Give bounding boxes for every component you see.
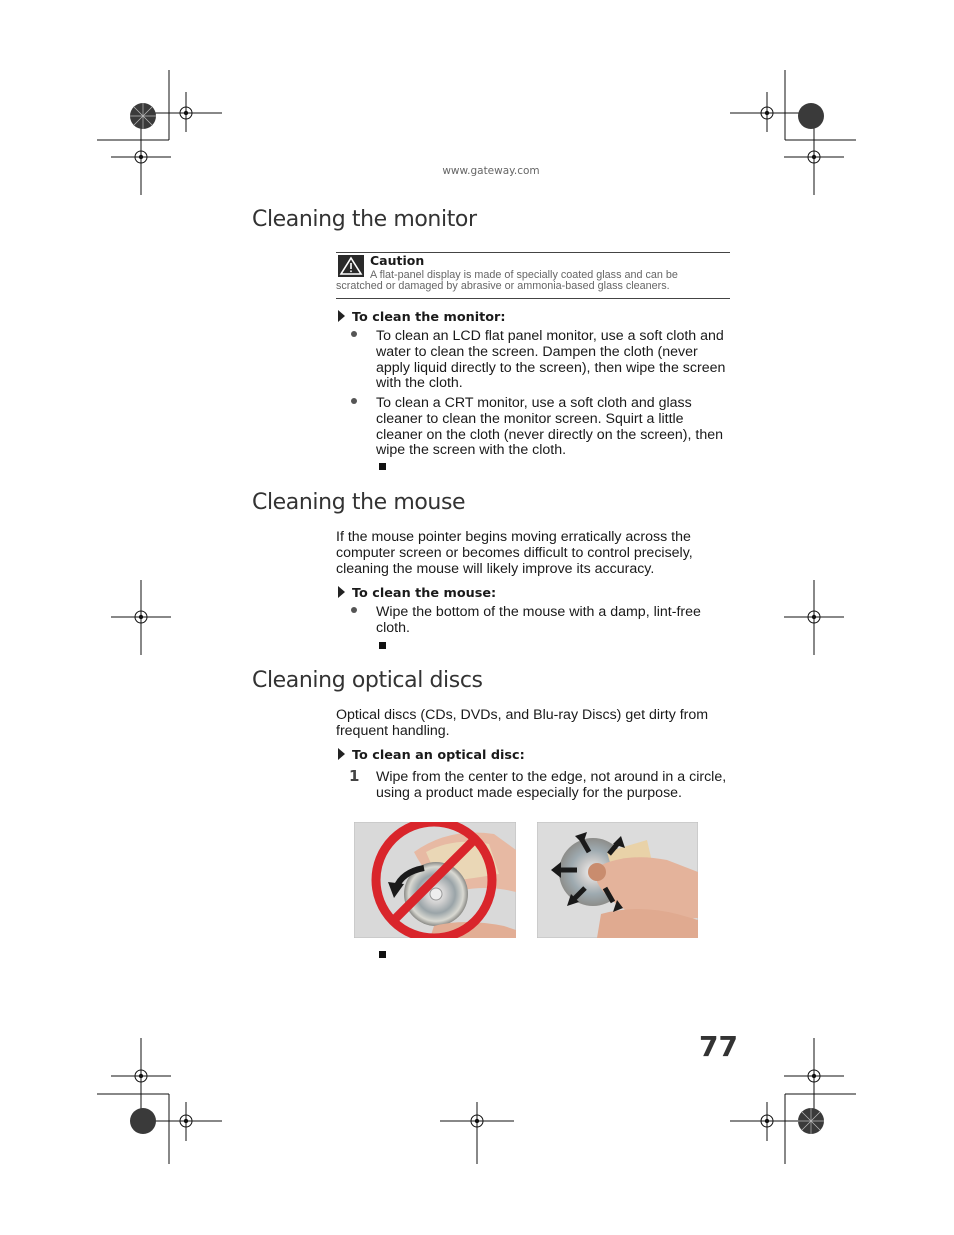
text-line: cleaner to clean the monitor screen. Squirt a little (376, 410, 684, 427)
text-line: frequent handling. (336, 722, 450, 739)
text-line: Optical discs (CDs, DVDs, and Blu-ray Discs) get dirty from (336, 707, 709, 723)
text-line: cleaning the mouse will likely improve its accuracy. (336, 560, 655, 577)
wrong-circular-wipe-image (354, 822, 516, 938)
list-item (376, 396, 736, 459)
header-url[interactable]: www.gateway.com (442, 165, 540, 177)
procedure-heading-monitor (338, 310, 505, 325)
caution-box (336, 252, 730, 299)
text-line: To clean a CRT monitor, use a soft cloth and glass (376, 395, 692, 411)
page-number: 77 (699, 1030, 738, 1063)
text-line: apply liquid directly to the screen), then wipe the screen (376, 359, 726, 376)
end-of-procedure-mark (379, 463, 386, 470)
section-title-mouse: Cleaning the mouse (252, 490, 466, 515)
text-line: water to clean the screen. Dampen the cloth (never (376, 343, 698, 360)
procedure-label: To clean the monitor: (352, 310, 506, 325)
bullet-icon (351, 331, 357, 337)
warning-icon (338, 255, 364, 277)
discs-intro-paragraph (336, 708, 736, 740)
arrow-right-icon (338, 310, 345, 322)
text-line: cloth. (376, 619, 410, 636)
text-line: To clean an LCD flat panel monitor, use a soft cloth and (376, 328, 724, 344)
correct-radial-wipe-image (537, 822, 698, 938)
step-text (376, 770, 746, 802)
procedure-label: To clean an optical disc: (352, 748, 525, 763)
bullet-icon (351, 398, 357, 404)
text-line: computer screen or becomes difficult to control precisely, (336, 544, 693, 561)
step-number: 1 (349, 767, 360, 785)
text-line: cleaner on the cloth (never directly on the screen), then (376, 426, 723, 443)
text-line: wipe the screen with the cloth. (376, 442, 567, 459)
section-title-discs: Cleaning optical discs (252, 668, 483, 693)
caution-title: Caution (370, 253, 425, 268)
procedure-heading-mouse (338, 586, 496, 601)
text-line: Wipe the bottom of the mouse with a damp, lint-free (376, 604, 701, 620)
list-item (376, 329, 736, 392)
bullet-icon (351, 607, 357, 613)
end-of-procedure-mark (379, 951, 386, 958)
procedure-label: To clean the mouse: (352, 586, 497, 601)
text-line: with the cloth. (376, 375, 463, 392)
arrow-right-icon (338, 586, 345, 598)
caution-text-line: scratched or damaged by abrasive or ammonia-based glass cleaners. (336, 280, 670, 292)
text-line: using a product made especially for the purpose. (376, 784, 683, 801)
procedure-heading-discs (338, 748, 525, 763)
list-item (376, 605, 736, 637)
text-line: If the mouse pointer begins moving erratically across the (336, 529, 691, 545)
end-of-procedure-mark (379, 642, 386, 649)
caution-text-line: A flat-panel display is made of specially coated glass and can be (370, 269, 678, 281)
text-line: Wipe from the center to the edge, not around in a circle, (376, 769, 727, 785)
arrow-right-icon (338, 748, 345, 760)
section-title-monitor: Cleaning the monitor (252, 207, 477, 232)
mouse-intro-paragraph (336, 530, 736, 577)
